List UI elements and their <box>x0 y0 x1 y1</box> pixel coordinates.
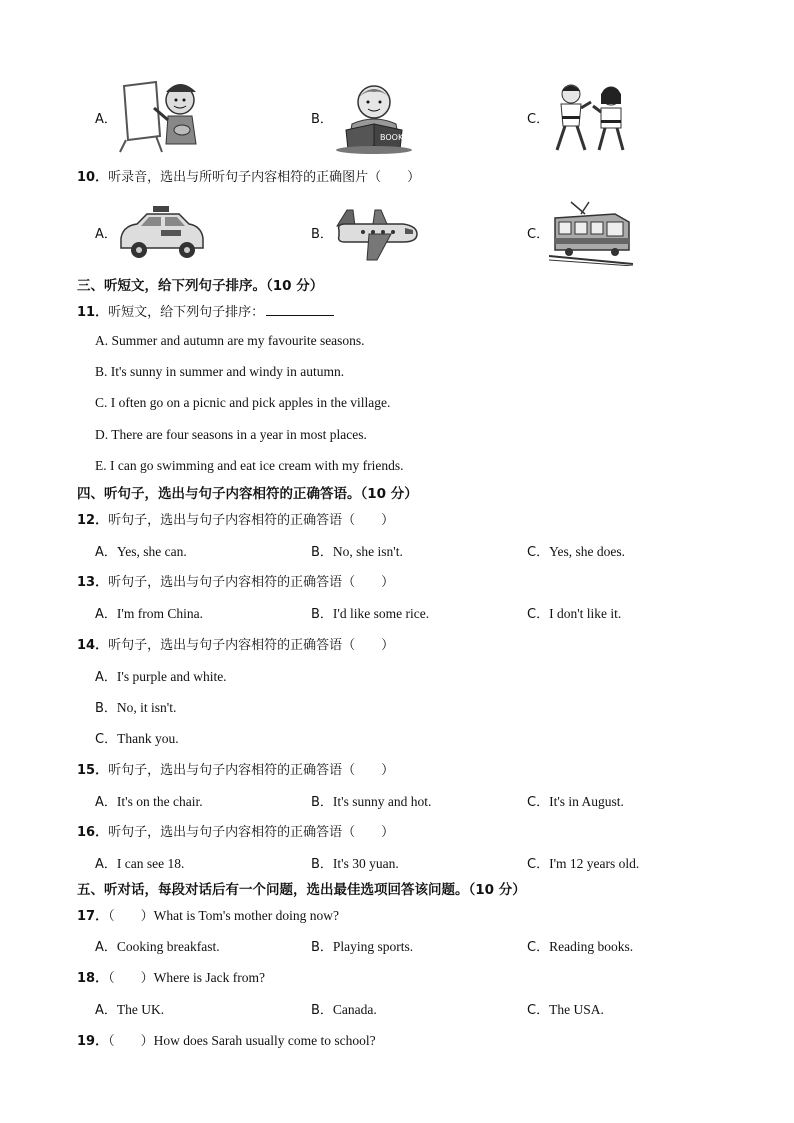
q17-option-b[interactable]: B．Playing sports. <box>311 939 414 955</box>
section-3-title: 三、听短文，给下列句子排序。（10 分） <box>77 278 324 294</box>
sentence-b: B. It's sunny in summer and windy in autumn. <box>95 364 345 379</box>
question-12: 12．听句子，选出与句子内容相符的正确答语（ ） <box>77 513 395 528</box>
q13-option-c[interactable]: C．I don't like it. <box>527 606 622 622</box>
q12-option-c[interactable]: C．Yes, she does. <box>527 544 625 560</box>
sentence-a: A. Summer and autumn are my favourite seasons. <box>95 333 365 348</box>
q14-option-a[interactable]: A．I's purple and white. <box>95 669 227 685</box>
q16-option-b[interactable]: B．It's 30 yuan. <box>311 856 399 872</box>
q15-option-a[interactable]: A．It's on the chair. <box>95 794 203 810</box>
q18-option-a[interactable]: A．The UK. <box>95 1002 165 1018</box>
q10-option-b[interactable]: B． <box>311 226 333 242</box>
reading-boy-icon <box>334 80 418 154</box>
q12-option-a[interactable]: A．Yes, she can. <box>95 544 187 560</box>
tram-icon <box>549 200 633 266</box>
svg-text:BOOK: BOOK <box>380 133 404 142</box>
sentence-d: D. There are four seasons in a year in most places. <box>95 427 367 442</box>
painting-boy-icon <box>116 78 202 154</box>
q18-option-c[interactable]: C．The USA. <box>527 1002 604 1018</box>
q10-option-a[interactable]: A． <box>95 226 117 242</box>
question-16: 16．听句子，选出与句子内容相符的正确答语（ ） <box>77 825 395 840</box>
section-4-title: 四、听句子，选出与句子内容相符的正确答语。（10 分） <box>77 486 418 502</box>
question-10: 10．听录音，选出与所听句子内容相符的正确图片（ ） <box>77 170 421 185</box>
q9-option-b[interactable]: B． <box>311 111 333 127</box>
q14-option-c[interactable]: C．Thank you. <box>95 731 179 747</box>
question-19: 19．（ ）How does Sarah usually come to school? <box>77 1033 376 1049</box>
question-14: 14．听句子，选出与句子内容相符的正确答语（ ） <box>77 638 395 653</box>
sentence-c: C. I often go on a picnic and pick apples in the village. <box>95 395 391 410</box>
q18-option-b[interactable]: B．Canada. <box>311 1002 377 1018</box>
q14-option-b[interactable]: B．No, it isn't. <box>95 700 177 716</box>
taxi-icon <box>117 204 205 262</box>
q16-option-c[interactable]: C．I'm 12 years old. <box>527 856 640 872</box>
section-5-title: 五、听对话，每段对话后有一个问题，选出最佳选项回答该问题。（10 分） <box>77 882 526 898</box>
q10-option-c[interactable]: C． <box>527 226 550 242</box>
q9-option-a[interactable]: A． <box>95 111 117 127</box>
answer-blank[interactable] <box>266 303 334 316</box>
q17-option-c[interactable]: C．Reading books. <box>527 939 634 955</box>
question-11: 11．听短文，给下列句子排序： <box>77 301 334 320</box>
q16-option-a[interactable]: A．I can see 18. <box>95 856 185 872</box>
airplane-icon <box>333 204 419 264</box>
question-15: 15．听句子，选出与句子内容相符的正确答语（ ） <box>77 763 395 778</box>
question-17: 17．（ ）What is Tom's mother doing now? <box>77 908 339 924</box>
q17-option-a[interactable]: A．Cooking breakfast. <box>95 939 220 955</box>
q15-option-b[interactable]: B．It's sunny and hot. <box>311 794 432 810</box>
q9-option-c[interactable]: C． <box>527 111 550 127</box>
q12-option-b[interactable]: B．No, she isn't. <box>311 544 403 560</box>
sentence-e: E. I can go swimming and eat ice cream with my friends. <box>95 458 404 473</box>
martial-arts-kids-icon <box>549 80 635 154</box>
question-13: 13．听句子，选出与句子内容相符的正确答语（ ） <box>77 575 395 590</box>
question-18: 18．（ ）Where is Jack from? <box>77 970 265 986</box>
q15-option-c[interactable]: C．It's in August. <box>527 794 624 810</box>
q13-option-b[interactable]: B．I'd like some rice. <box>311 606 430 622</box>
q13-option-a[interactable]: A．I'm from China. <box>95 606 203 622</box>
